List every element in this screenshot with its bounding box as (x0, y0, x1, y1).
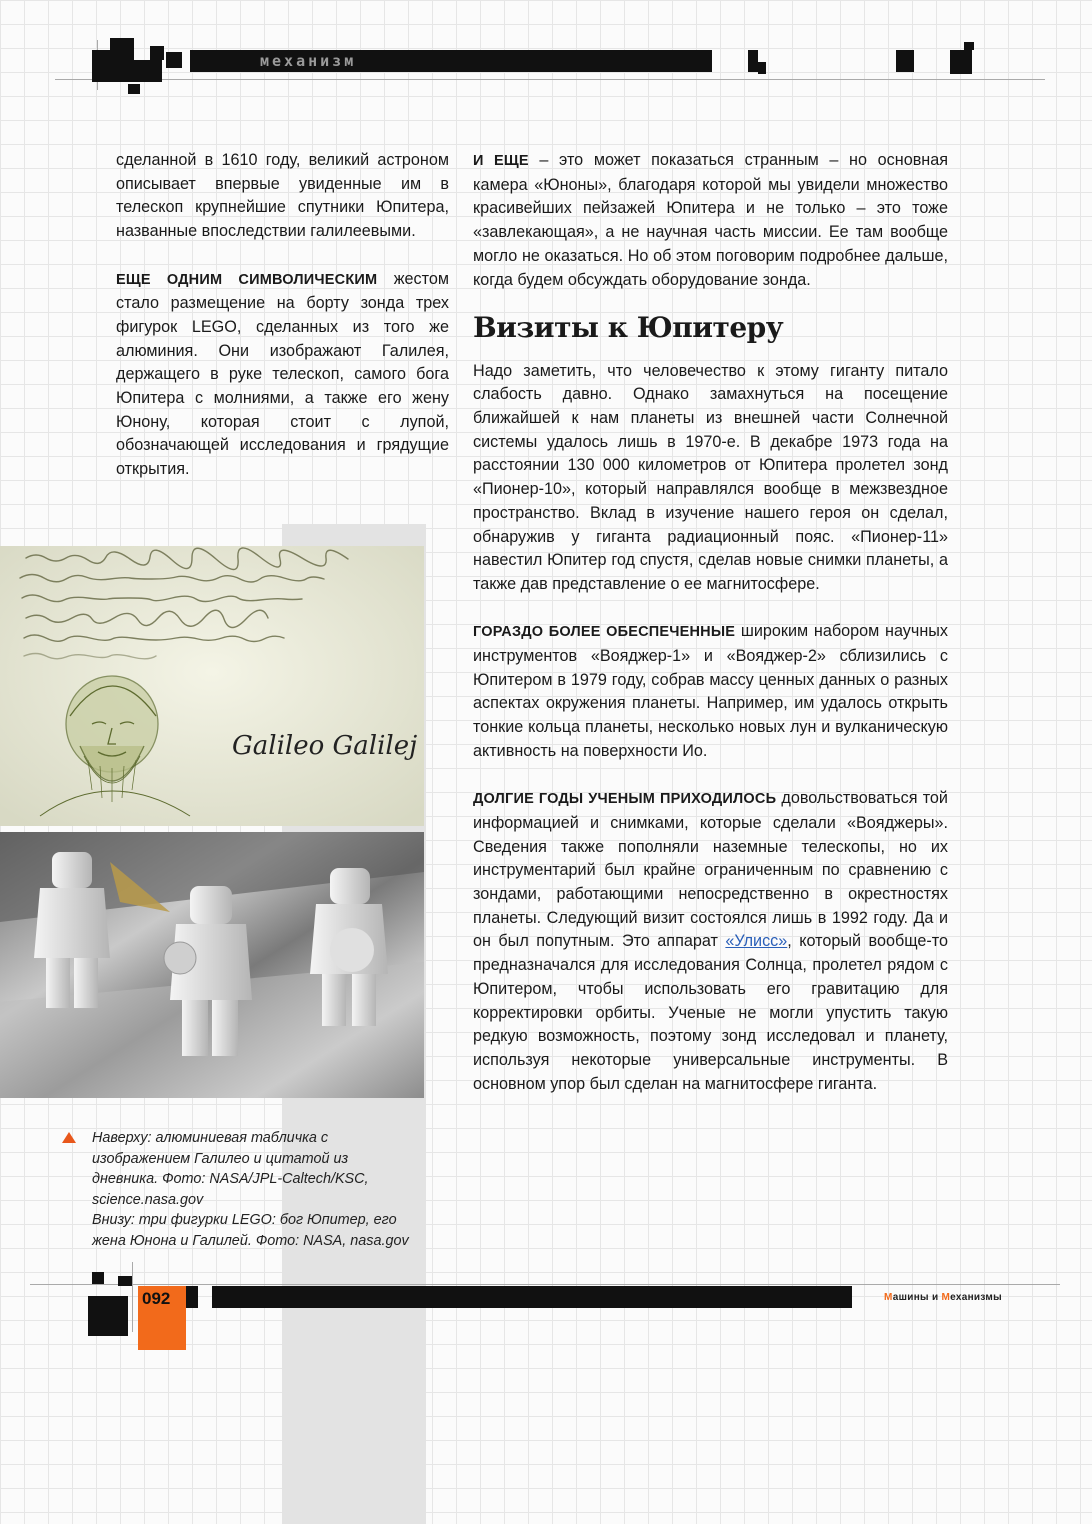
image-caption (92, 1128, 414, 1252)
right-paragraph-4 (473, 787, 948, 1096)
section-title: механизм (260, 52, 357, 70)
right-p4-text-b: , который вообще-то предназначался для исследования Солнца, пролетел рядом с Юпитером, чтобы использовать его гравитацию для корректировки орбиты. Ученые не могли упустить такую редкую возможность, поэтому зонд исследовал и планету, используя некоторые универсальные инструменты. В основном упор был сделан на магнитосфере гиганта. (473, 932, 948, 1093)
left-column (116, 149, 449, 506)
caption-triangle-icon (62, 1132, 76, 1143)
left-p2-text: жестом стало размещение на борту зонда трех фигурок LEGO, сделанных из того же алюминия. Они изображают Галилея, держащего в руке телескоп, самого бога Юпитера с молниями, а также его жену Юнону, которая стоит с лупой, обозначающей исследования и грядущие открытия. (116, 269, 449, 479)
magazine-initial-1: М (884, 1292, 893, 1303)
footer-pixel-block (118, 1276, 132, 1286)
right-paragraph-2 (473, 360, 948, 597)
header-pixel-block (92, 50, 134, 82)
header-pixel-block (896, 50, 914, 72)
magazine-name (884, 1292, 1002, 1303)
lego-figures-image (0, 832, 424, 1098)
footer-rule-vertical (132, 1262, 133, 1332)
footer-rule (30, 1284, 1060, 1285)
right-p4-lead: ДОЛГИЕ ГОДЫ УЧЕНЫМ ПРИХОДИЛОСЬ (473, 791, 777, 808)
page-number: 092 (142, 1289, 171, 1308)
left-p2-lead: ЕЩЕ ОДНИМ СИМВОЛИЧЕСКИМ (116, 271, 378, 288)
signature-text: Galileo Galilej (232, 731, 418, 761)
footer-pixel-block (186, 1286, 198, 1308)
magazine-word-1: ашины и (892, 1292, 942, 1303)
left-p1-text: сделанной в 1610 году, великий астроном описывает впервые увиденные им в телескоп крупнейшие спутники Юпитера, названные впоследствии галилеевыми. (116, 151, 449, 241)
right-paragraph-1 (473, 149, 948, 292)
header-pixel-block (964, 42, 974, 50)
ulysses-link[interactable]: «Улисс» (725, 932, 788, 951)
lego-drawing (0, 832, 424, 1098)
magazine-initial-2: М (941, 1292, 951, 1303)
header-rule (55, 79, 1045, 80)
caption-top: Наверху: алюминиевая табличка с изображением Галилео и цитатой из дневника. Фото: NASA/JPL-Caltech/KSC, science.nasa.gov (92, 1130, 369, 1208)
header-pixel-block (150, 46, 164, 60)
right-column (473, 149, 948, 1120)
header-pixel-block (758, 62, 766, 74)
right-p2-text: Надо заметить, что человечество к этому гиганту питало слабость давно. Однако замахнуться на посещение ближайшей к нам планеты из внешней части Солнечной системы удалось лишь в 1970-е. В декабре 1973 года на расстоянии 130 000 километров от Юпитера пролетел зонд «Пионер-10», который направлялся вообще в межзвездное пространство. Вклад в изучение нашего героя он сделал, обнаружив у гиганта радиационный пояс. «Пионер-11» навестил Юпитер год спустя, сделав новые снимки планеты, а также дав представление о ее магнитосфере. (473, 361, 948, 593)
right-p3-lead: ГОРАЗДО БОЛЕЕ ОБЕСПЕЧЕННЫЕ (473, 624, 736, 641)
right-p1-text: – это может показаться странным – но основная камера «Юноны», благодаря которой мы увидели множество красивейших пейзажей Юпитера и не только – это тоже «завлекающая», а не научная часть миссии. Ее там вообще могло не оказаться. Но об этом поговорим подробнее дальше, когда будем обсуждать оборудование зонда. (473, 151, 948, 289)
magazine-word-2: еханизмы (950, 1292, 1002, 1303)
header-pixel-block (166, 52, 182, 68)
right-paragraph-3 (473, 620, 948, 763)
header-pixel-block (950, 50, 972, 74)
left-paragraph-1 (116, 149, 449, 244)
footer-bar (212, 1286, 852, 1308)
header-pixel-block (128, 84, 140, 94)
header-pixel-block (748, 50, 758, 72)
left-paragraph-2 (116, 268, 449, 482)
footer-pixel-block (88, 1296, 128, 1336)
footer-pixel-block (92, 1272, 104, 1284)
section-heading: Визиты к Юпитеру (473, 310, 784, 344)
right-p1-lead: И ЕЩЕ (473, 153, 529, 169)
plaque-drawing (0, 546, 424, 826)
right-p4-text-a: довольствоваться той информацией и снимками, которые сделали «Вояджеры». Сведения также пополняли наземные телескопы, но их инструментарий был крайне ограниченным по сравнению с зондами, работающими непосредственно в окрестностях планеты. Следующий визит состоялся лишь в 1992 году. Да и он был попутным. Это аппарат (473, 789, 948, 951)
galileo-plaque-image (0, 546, 424, 826)
caption-bottom: Внизу: три фигурки LEGO: бог Юпитер, его жена Юнона и Галилей. Фото: NASA, nasa.gov (92, 1212, 409, 1249)
header-pixel-block (134, 60, 162, 82)
right-p3-text: широким набором научных инструментов «Вояджер-1» и «Вояджер-2» сблизились с Юпитером в 1979 году, собрав массу ценных данных о разных аспектах окружения планеты. Например, им удалось открыть тонкие кольца планеты, несколько новых лун и вулканическую активность на поверхности Ио. (473, 622, 948, 760)
